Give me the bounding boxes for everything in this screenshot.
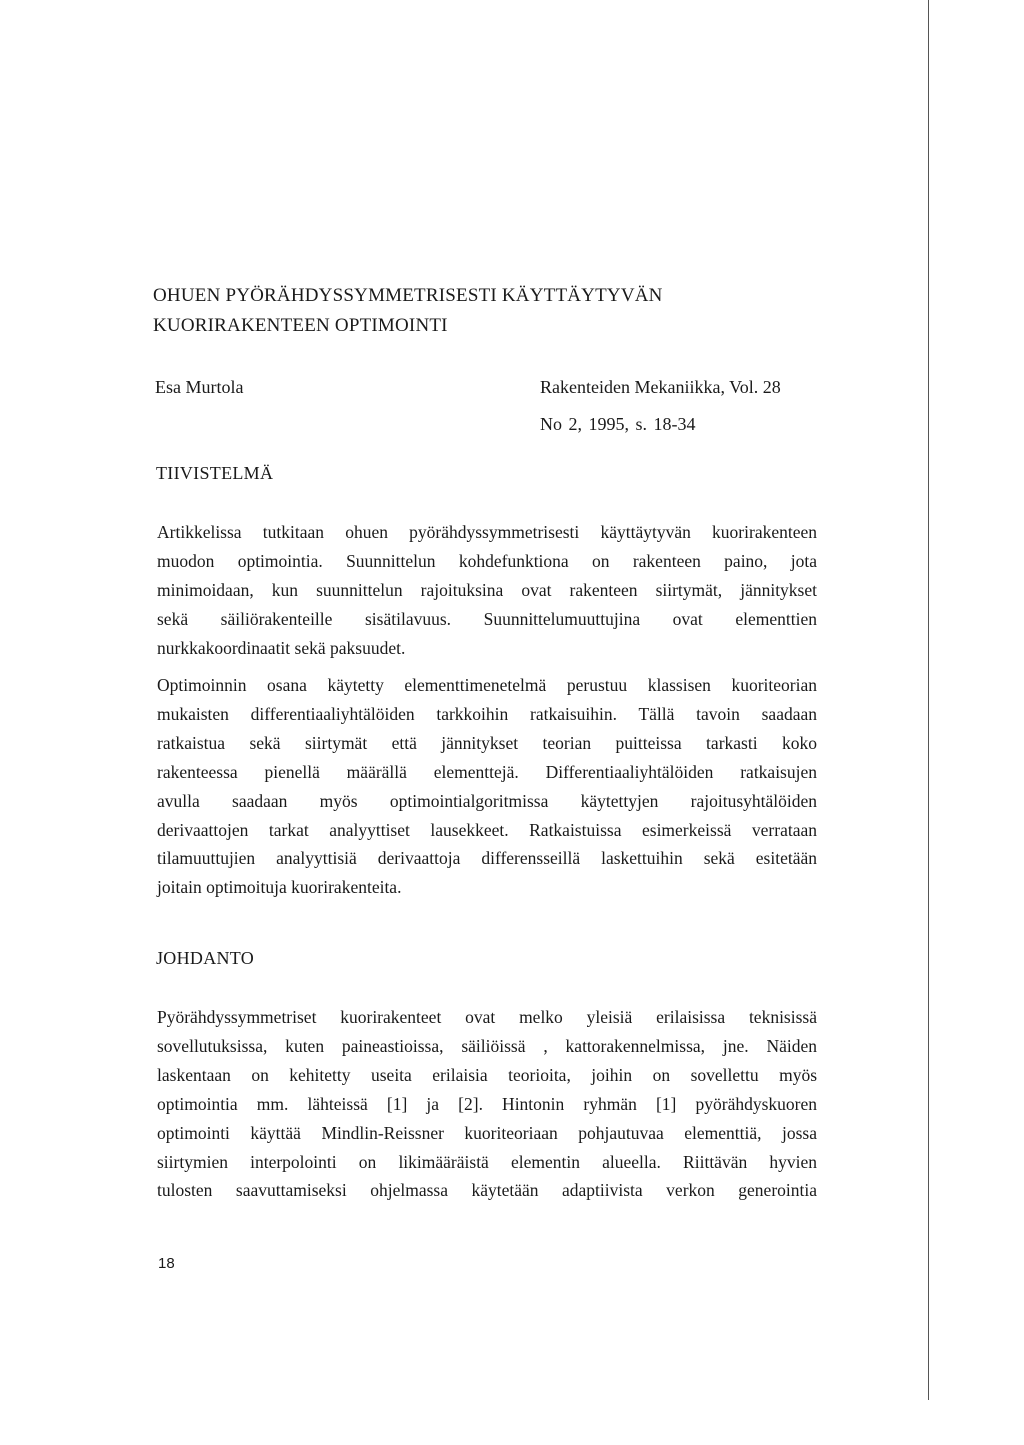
text-line: tilamuuttujien analyyttisiä derivaattoja differensseillä laskettuihin sekä esitetään: [157, 848, 817, 869]
text-line: derivaattojen tarkat analyyttiset lausekkeet. Ratkaistuissa esimerkeissä verrataan: [157, 819, 817, 840]
text-line: sekä säiliörakenteille sisätilavuus. Suunnittelumuuttujina ovat elementtien: [157, 608, 817, 629]
text-line: joitain optimoituja kuorirakenteita.: [157, 877, 402, 898]
abstract-paragraph-2: [157, 671, 817, 902]
text-line: Optimoinnin osana käytetty elementtimenetelmä perustuu klassisen kuoriteorian: [157, 675, 817, 695]
abstract-paragraph-1: [157, 518, 817, 663]
page-edge-line: [928, 0, 929, 1400]
text-line: nurkkakoordinaatit sekä paksuudet.: [157, 637, 406, 658]
text-line: laskentaan on kehitetty useita erilaisia teorioita, joihin on sovellettu myös: [157, 1064, 817, 1085]
text-line: optimointi käyttää Mindlin-Reissner kuoriteoriaan pohjautuvaa elementtiä, jossa: [157, 1122, 817, 1143]
text-line: avulla saadaan myös optimointialgoritmissa käytettyjen rajoitusyhtälöiden: [157, 790, 817, 811]
text-line: Pyörähdyssymmetriset kuorirakenteet ovat melko yleisiä erilaisissa teknisissä: [157, 1007, 817, 1027]
text-line: sovellutuksissa, kuten paineastioissa, säiliöissä , kattorakennelmissa, jne. Näiden: [157, 1035, 817, 1056]
title-line-1: OHUEN PYÖRÄHDYSSYMMETRISESTI KÄYTTÄYTYVÄN: [153, 285, 663, 306]
text-line: Artikkelissa tutkitaan ohuen pyörähdyssymmetrisesti käyttäytyvän kuorirakenteen: [157, 522, 817, 542]
introduction-heading: JOHDANTO: [156, 948, 255, 968]
text-line: ratkaistua sekä siirtymät että jännitykset teorian puitteissa tarkasti koko: [157, 732, 817, 753]
paper-title: [153, 281, 663, 341]
author-name: Esa Murtola: [155, 377, 244, 397]
text-line: tulosten saavuttamiseksi ohjelmassa käytetään adaptiivista verkon generointia: [157, 1180, 817, 1201]
introduction-paragraph-1: [157, 1003, 817, 1205]
text-line: mukaisten differentiaaliyhtälöiden tarkkoihin ratkaisuihin. Tällä tavoin saadaan: [157, 703, 817, 724]
journal-citation: Rakenteiden Mekaniikka, Vol. 28: [540, 377, 781, 397]
title-line-2: KUORIRAKENTEEN OPTIMOINTI: [153, 315, 448, 336]
text-line: rakenteessa pienellä määrällä elementtejä. Differentiaaliyhtälöiden ratkaisujen: [157, 761, 817, 782]
issue-citation: No 2, 1995, s. 18-34: [540, 414, 696, 434]
text-line: minimoidaan, kun suunnittelun rajoituksina ovat rakenteen siirtymät, jännitykset: [157, 579, 817, 600]
page-number: 18: [158, 1255, 175, 1272]
text-line: siirtymien interpolointi on likimääräistä elementin alueella. Riittävän hyvien: [157, 1151, 817, 1172]
text-line: muodon optimointia. Suunnittelun kohdefunktiona on rakenteen paino, jota: [157, 550, 817, 571]
text-line: optimointia mm. lähteissä [1] ja [2]. Hintonin ryhmän [1] pyörähdyskuoren: [157, 1093, 817, 1114]
abstract-heading: TIIVISTELMÄ: [156, 463, 274, 483]
